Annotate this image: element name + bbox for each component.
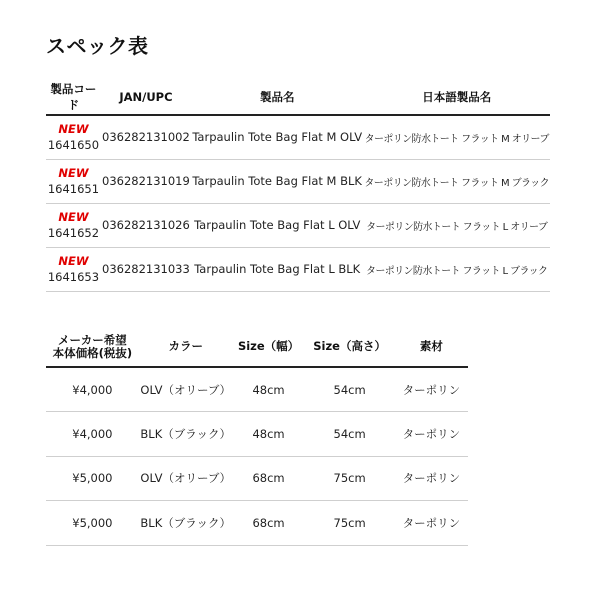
header-product-name: 製品名: [191, 80, 363, 115]
new-badge: NEW: [58, 122, 89, 137]
product-code-cell: [46, 159, 101, 203]
price: ¥5,000: [72, 471, 113, 486]
height: 54cm: [333, 382, 366, 397]
new-badge: NEW: [58, 166, 89, 180]
height: 54cm: [333, 426, 366, 441]
header-material: 素材: [395, 327, 468, 367]
page-title: スペック表: [46, 34, 149, 58]
product-name: Tarpaulin Tote Bag Flat L OLV: [194, 218, 361, 232]
table-header-row: [46, 327, 468, 367]
japanese-product-name: ターポリン防水トート フラット M オリーブ: [364, 133, 549, 145]
color: OLV（オリーブ）: [140, 471, 232, 486]
header-price: [46, 327, 139, 367]
price: ¥4,000: [72, 426, 113, 441]
table-header-row: [46, 80, 550, 115]
jan-code: 036282131019: [102, 174, 190, 188]
product-name: Tarpaulin Tote Bag Flat M BLK: [192, 174, 362, 188]
color: OLV（オリーブ）: [140, 382, 232, 397]
material: ターポリン: [402, 515, 461, 530]
japanese-product-name: ターポリン防水トート フラット L オリーブ: [366, 221, 548, 233]
height: 75cm: [333, 515, 366, 530]
price-size-table: [46, 327, 468, 546]
table-row: [46, 456, 468, 501]
table-row: [46, 115, 550, 159]
header-height: Size（高さ）: [304, 327, 394, 367]
material: ターポリン: [402, 471, 461, 486]
height: 75cm: [333, 471, 366, 486]
color: BLK（ブラック）: [140, 426, 232, 441]
header-japanese-name: 日本語製品名: [363, 80, 550, 115]
width: 48cm: [252, 426, 285, 441]
color: BLK（ブラック）: [140, 515, 232, 530]
table-row: [46, 247, 550, 291]
width: 68cm: [252, 515, 285, 530]
price: ¥5,000: [72, 515, 113, 530]
jan-code: 036282131026: [102, 218, 190, 232]
new-badge: NEW: [58, 210, 89, 224]
header-width: Size（幅）: [233, 327, 305, 367]
header-price-line1: メーカー希望: [57, 332, 127, 347]
table-row: [46, 501, 468, 546]
width: 68cm: [252, 471, 285, 486]
width: 48cm: [252, 382, 285, 397]
product-code-table: [46, 80, 550, 292]
table-row: [46, 159, 550, 203]
japanese-product-name: ターポリン防水トート フラット L ブラック: [365, 265, 548, 277]
table-row: [46, 412, 468, 457]
table-row: [46, 203, 550, 247]
material: ターポリン: [402, 426, 461, 441]
product-code: 1641650: [47, 138, 100, 153]
product-code-cell: [46, 247, 101, 291]
new-badge: NEW: [58, 254, 89, 268]
price: ¥4,000: [72, 382, 113, 397]
jan-code: 036282131002: [102, 130, 190, 145]
japanese-product-name: ターポリン防水トート フラット M ブラック: [364, 177, 549, 189]
header-color: カラー: [139, 327, 233, 367]
product-name: Tarpaulin Tote Bag Flat L BLK: [194, 262, 361, 276]
product-code-cell: [46, 115, 101, 159]
header-jan-upc: JAN/UPC: [101, 80, 191, 115]
jan-code: 036282131033: [102, 262, 190, 276]
product-code-cell: [46, 203, 101, 247]
header-product-code: 製品コード: [46, 80, 101, 115]
product-name: Tarpaulin Tote Bag Flat M OLV: [192, 130, 363, 145]
product-code: 1641652: [47, 226, 100, 240]
product-code: 1641651: [47, 182, 100, 196]
table-row: [46, 367, 468, 412]
material: ターポリン: [402, 382, 461, 397]
header-price-line2: 本体価格(税抜): [52, 345, 133, 360]
product-code: 1641653: [47, 270, 100, 284]
